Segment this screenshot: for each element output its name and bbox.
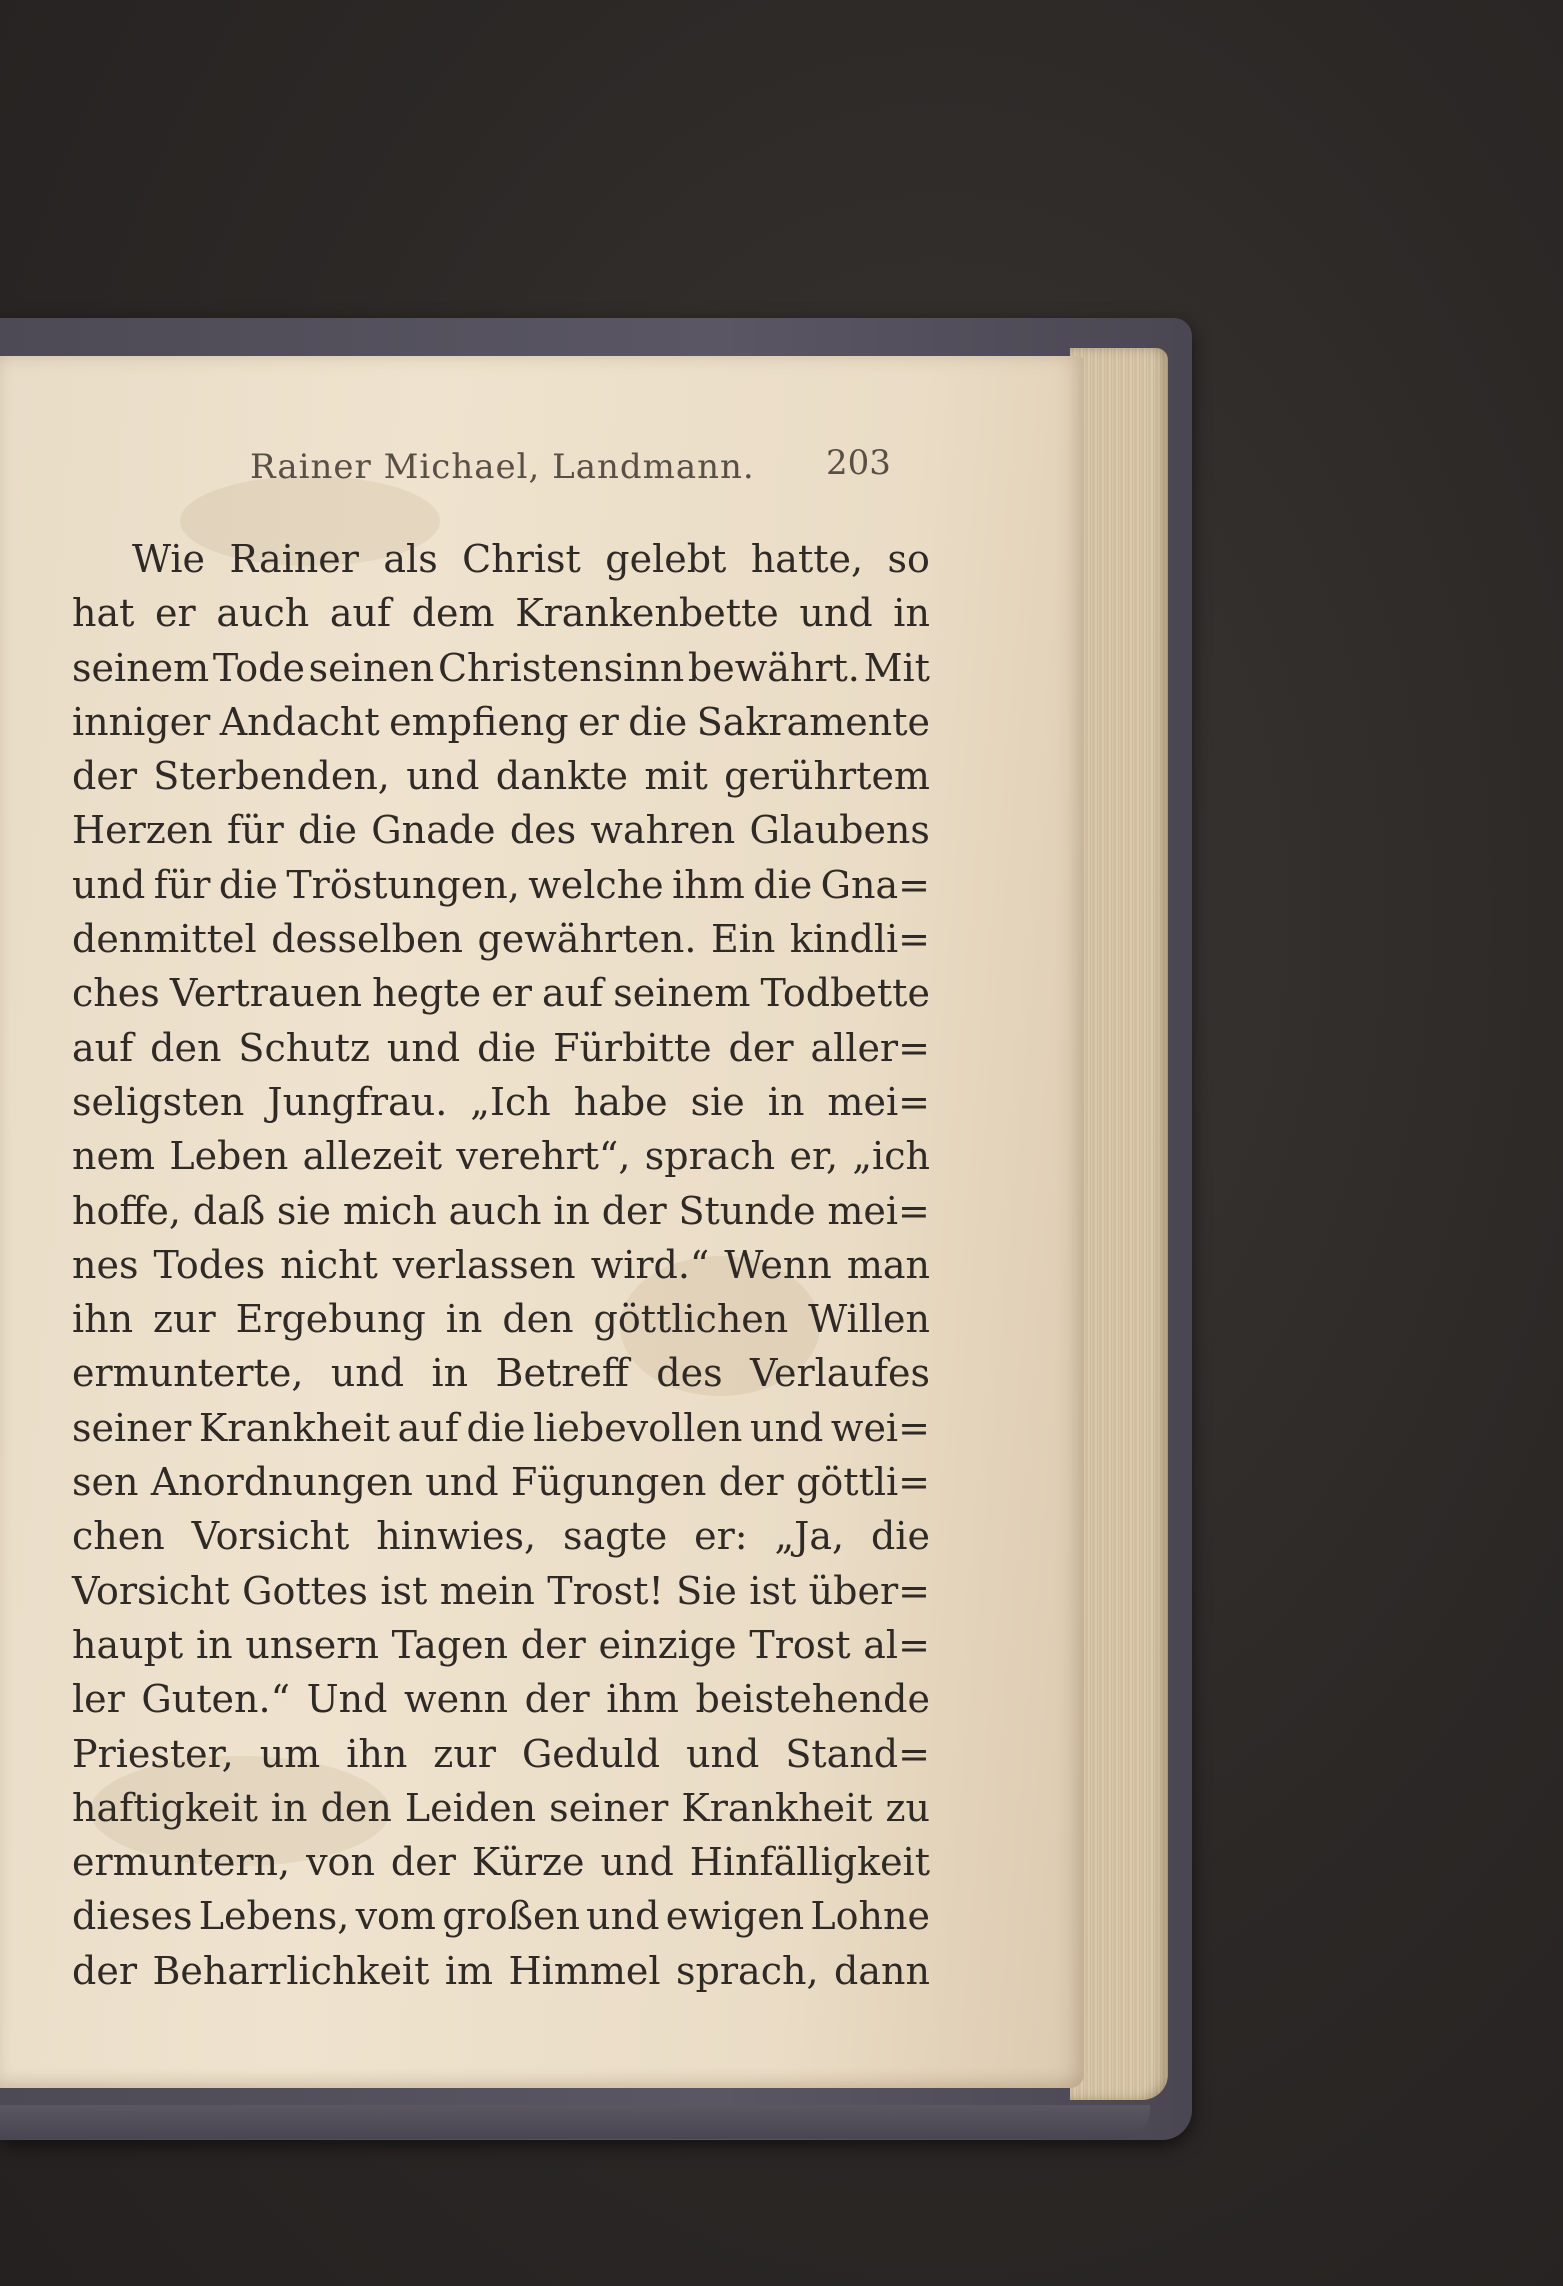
text-line: chen Vorsicht hinwies, sagte er: „Ja, die <box>72 1514 930 1559</box>
text-line: seinem Tode seinen Christensinn bewährt. Mit <box>72 645 930 690</box>
text-line: der Sterbenden, und dankte mit gerührtem <box>72 754 930 799</box>
body-text <box>72 532 930 1998</box>
text-line: und für die Tröstungen, welche ihm die Gna= <box>72 862 930 907</box>
text-line: auf den Schutz und die Fürbitte der aller= <box>72 1025 930 1070</box>
text-line: ihn zur Ergebung in den göttlichen Willen <box>72 1297 930 1342</box>
running-head: Rainer Michael, Landmann. <box>250 447 755 487</box>
text-line: seiner Krankheit auf die liebevollen und wei= <box>72 1405 930 1450</box>
text-line: der Beharrlichkeit im Himmel sprach, dann <box>72 1948 930 1993</box>
text-line: ermunterte, und in Betreff des Verlaufes <box>72 1351 930 1396</box>
text-line: nem Leben allezeit verehrt“, sprach er, „ich <box>72 1134 930 1179</box>
page-number: 203 <box>826 443 891 483</box>
text-line: Herzen für die Gnade des wahren Glaubens <box>72 808 930 853</box>
text-line: inniger Andacht empfieng er die Sakramente <box>72 699 930 744</box>
text-line: Vorsicht Gottes ist mein Trost! Sie ist über= <box>72 1568 930 1613</box>
text-line: denmittel desselben gewährten. Ein kindli= <box>72 917 930 962</box>
text-line: haupt in unsern Tagen der einzige Trost al= <box>72 1622 930 1667</box>
text-line: nes Todes nicht verlassen wird.“ Wenn man <box>72 1242 930 1287</box>
text-line: ler Guten.“ Und wenn der ihm beistehende <box>72 1677 930 1722</box>
text-line: haftigkeit in den Leiden seiner Krankheit zu <box>72 1785 930 1830</box>
text-line: ches Vertrauen hegte er auf seinem Todbette <box>72 971 930 1016</box>
text-line: hat er auch auf dem Krankenbette und in <box>72 591 930 636</box>
page-edges <box>1070 348 1168 2100</box>
text-line: ermuntern, von der Kürze und Hinfälligkeit <box>72 1840 930 1885</box>
text-line: Wie Rainer als Christ gelebt hatte, so <box>132 537 930 581</box>
text-line: hoffe, daß sie mich auch in der Stunde mei= <box>72 1188 930 1233</box>
text-line: seligsten Jungfrau. „Ich habe sie in mei= <box>72 1079 930 1124</box>
book-cover-edge <box>0 2105 1150 2139</box>
text-line: Priester, um ihn zur Geduld und Stand= <box>72 1731 930 1776</box>
text-line: sen Anordnungen und Fügungen der göttli= <box>72 1460 930 1505</box>
text-line: dieses Lebens, vom großen und ewigen Lohne <box>72 1894 930 1939</box>
